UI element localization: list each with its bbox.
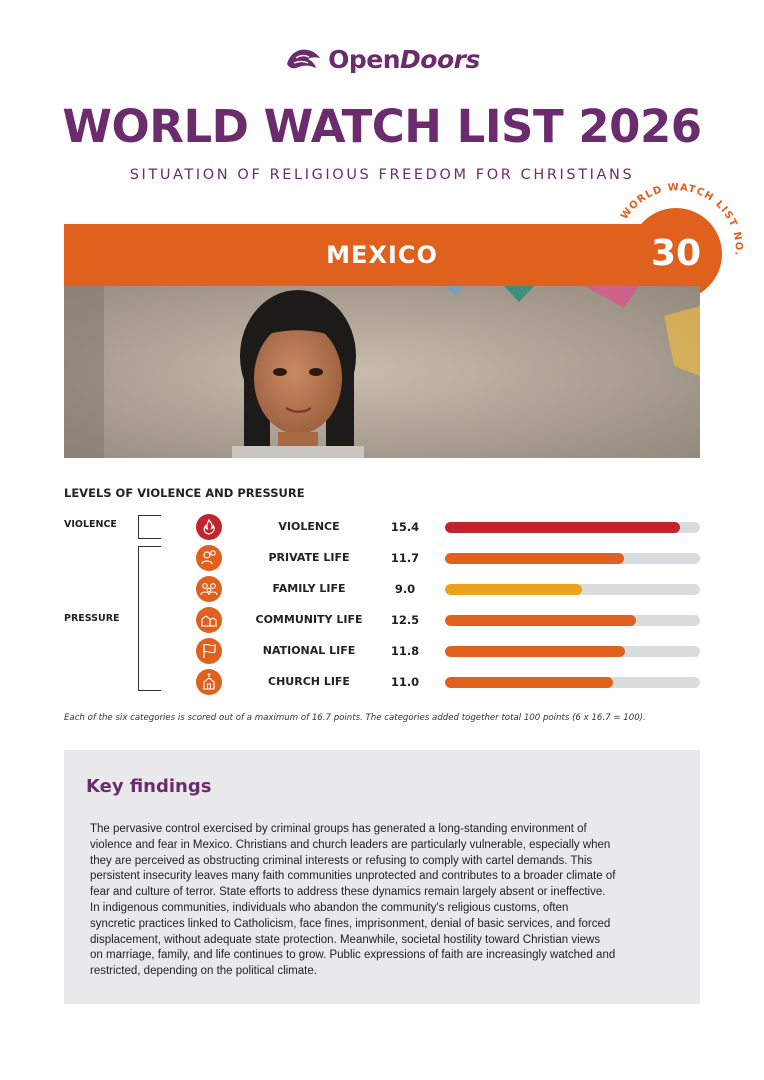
findings-line: violence and fear in Mexico. Christians and church leaders are particularly vulnerable, especially when bbox=[90, 838, 611, 851]
category-row-church-life bbox=[190, 669, 702, 695]
findings-line: on marriage, family, and life continues to grow. Public expressions of faith are increasingly watched and bbox=[90, 949, 616, 962]
pressure-bracket-top bbox=[138, 546, 161, 547]
score-bar-track bbox=[445, 553, 700, 564]
findings-line: In indigenous communities, individuals who abandon the community's religious customs, often bbox=[90, 901, 569, 914]
category-score: 11.7 bbox=[390, 551, 420, 565]
church-icon bbox=[196, 669, 222, 695]
scoring-footnote: Each of the six categories is scored out of a maximum of 16.7 points. The categories added together total 100 points (6 x 16.7 = 100). bbox=[64, 713, 646, 723]
community-icon bbox=[196, 607, 222, 633]
category-score: 12.5 bbox=[390, 613, 420, 627]
page-subtitle: SITUATION OF RELIGIOUS FREEDOM FOR CHRISTIANS bbox=[129, 167, 635, 183]
findings-line: persistent insecurity leaves many faith communities unprotected and contributes to a broader climate of bbox=[90, 870, 616, 883]
open-doors-logo bbox=[0, 44, 764, 74]
category-score: 15.4 bbox=[390, 520, 420, 534]
findings-line: The pervasive control exercised by criminal groups has generated a long-standing environment of bbox=[90, 823, 587, 835]
flame-icon bbox=[196, 514, 222, 540]
rank-number: 30 bbox=[650, 233, 702, 274]
score-bar-fill bbox=[445, 522, 680, 533]
category-score: 11.8 bbox=[390, 644, 420, 658]
score-bar-track bbox=[445, 646, 700, 657]
findings-line: syncretic practices linked to Catholicism, face fines, imprisonment, denial of basic services, and forced bbox=[90, 917, 611, 930]
violence-bracket bbox=[138, 515, 139, 539]
levels-heading: LEVELS OF VIOLENCE AND PRESSURE bbox=[64, 486, 305, 500]
violence-bracket-bottom bbox=[138, 538, 161, 539]
key-findings-box bbox=[64, 750, 700, 1004]
cover-photo bbox=[64, 286, 700, 458]
pressure-bracket-bottom bbox=[138, 690, 161, 691]
findings-line: displacement, without adequate state protection. Meanwhile, societal hostility toward Christian views bbox=[90, 933, 601, 946]
category-label: PRIVATE LIFE bbox=[268, 551, 350, 564]
page-title: WORLD WATCH LIST 2026 bbox=[62, 100, 702, 153]
category-row-violence bbox=[190, 514, 702, 540]
score-bar-fill bbox=[445, 677, 613, 688]
score-bar-track bbox=[445, 584, 700, 595]
flag-icon bbox=[196, 638, 222, 664]
pressure-group-label: PRESSURE bbox=[64, 613, 120, 624]
category-row-private-life bbox=[190, 545, 702, 571]
findings-line: they are perceived as obstructing criminal interests or refusing to comply with cartel demands. This bbox=[90, 854, 593, 867]
violence-group-label: VIOLENCE bbox=[64, 519, 117, 530]
dove-hands-logo-icon bbox=[284, 44, 322, 74]
category-row-community-life bbox=[190, 607, 702, 633]
key-findings-text bbox=[90, 822, 680, 980]
score-bar-fill bbox=[445, 553, 624, 564]
person-icon bbox=[196, 545, 222, 571]
pressure-bracket bbox=[138, 546, 139, 691]
category-row-national-life bbox=[190, 638, 702, 664]
key-findings-title: Key findings bbox=[86, 776, 212, 797]
category-label: VIOLENCE bbox=[278, 520, 340, 533]
family-icon bbox=[196, 576, 222, 602]
category-label: FAMILY LIFE bbox=[272, 582, 346, 595]
score-bar-track bbox=[445, 677, 700, 688]
country-name: MEXICO bbox=[326, 241, 438, 269]
violence-bracket-top bbox=[138, 515, 161, 516]
score-bar-fill bbox=[445, 646, 625, 657]
category-label: COMMUNITY LIFE bbox=[255, 613, 363, 626]
rank-caption: WORLD WATCH LIST NO. bbox=[619, 182, 744, 258]
category-label: NATIONAL LIFE bbox=[262, 644, 356, 657]
score-bar-track bbox=[445, 615, 700, 626]
category-score: 9.0 bbox=[394, 582, 416, 596]
score-bar-fill bbox=[445, 615, 636, 626]
category-row-family-life bbox=[190, 576, 702, 602]
score-bar-fill bbox=[445, 584, 582, 595]
portrait-photo-illustration bbox=[64, 286, 700, 458]
logo-wordmark: OpenDoors bbox=[328, 44, 480, 74]
category-score: 11.0 bbox=[390, 675, 420, 689]
findings-line: fear and culture of terror. State efforts to address these dynamics remain largely absent or ineffective. bbox=[90, 886, 606, 899]
category-label: CHURCH LIFE bbox=[268, 675, 350, 688]
findings-line: restricted, depending on the political climate. bbox=[90, 965, 317, 978]
score-bar-track bbox=[445, 522, 700, 533]
